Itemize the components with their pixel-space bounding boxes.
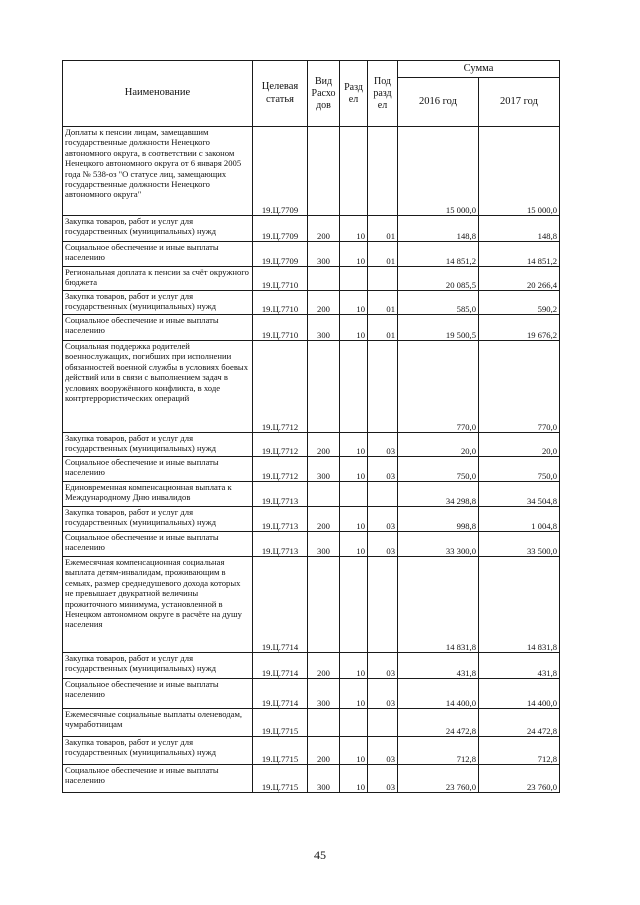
row-target-article: 19.Ц.7714 bbox=[253, 679, 308, 709]
header-name: Наименование bbox=[63, 61, 253, 127]
row-sum-2016: 34 298,8 bbox=[398, 482, 479, 507]
row-subsection bbox=[368, 267, 398, 291]
row-expense-type: 200 bbox=[308, 433, 340, 457]
row-target-article: 19.Ц.7715 bbox=[253, 709, 308, 737]
table-row bbox=[63, 482, 560, 507]
row-expense-type bbox=[308, 709, 340, 737]
row-sum-2017: 431,8 bbox=[479, 653, 560, 679]
row-section bbox=[340, 341, 368, 433]
row-target-article: 19.Ц.7714 bbox=[253, 557, 308, 653]
budget-table bbox=[62, 60, 560, 793]
row-sum-2016: 20,0 bbox=[398, 433, 479, 457]
row-subsection bbox=[368, 482, 398, 507]
row-subsection bbox=[368, 341, 398, 433]
row-sum-2016: 998,8 bbox=[398, 507, 479, 532]
row-sum-2017: 750,0 bbox=[479, 457, 560, 482]
row-sum-2017: 15 000,0 bbox=[479, 127, 560, 216]
table-row bbox=[63, 737, 560, 765]
row-sum-2016: 23 760,0 bbox=[398, 765, 479, 793]
row-name: Закупка товаров, работ и услуг для государственных (муниципальных) нужд bbox=[63, 216, 253, 242]
row-expense-type bbox=[308, 267, 340, 291]
table-row bbox=[63, 242, 560, 267]
table-row bbox=[63, 709, 560, 737]
row-name: Закупка товаров, работ и услуг для государственных (муниципальных) нужд bbox=[63, 433, 253, 457]
row-section: 10 bbox=[340, 457, 368, 482]
table-row bbox=[63, 267, 560, 291]
row-subsection bbox=[368, 557, 398, 653]
row-subsection: 01 bbox=[368, 242, 398, 267]
row-sum-2016: 33 300,0 bbox=[398, 532, 479, 557]
row-name: Социальное обеспечение и иные выплаты населению bbox=[63, 457, 253, 482]
row-subsection: 01 bbox=[368, 216, 398, 242]
row-expense-type: 300 bbox=[308, 679, 340, 709]
table-row bbox=[63, 127, 560, 216]
table-row bbox=[63, 315, 560, 341]
row-sum-2016: 770,0 bbox=[398, 341, 479, 433]
row-sum-2016: 24 472,8 bbox=[398, 709, 479, 737]
row-sum-2017: 34 504,8 bbox=[479, 482, 560, 507]
row-section bbox=[340, 267, 368, 291]
header-section: Разд ел bbox=[340, 61, 368, 127]
row-expense-type bbox=[308, 557, 340, 653]
row-target-article: 19.Ц.7710 bbox=[253, 315, 308, 341]
row-name: Социальное обеспечение и иные выплаты населению bbox=[63, 315, 253, 341]
row-sum-2016: 15 000,0 bbox=[398, 127, 479, 216]
row-sum-2017: 1 004,8 bbox=[479, 507, 560, 532]
row-target-article: 19.Ц.7712 bbox=[253, 433, 308, 457]
row-sum-2017: 712,8 bbox=[479, 737, 560, 765]
table-header bbox=[63, 61, 560, 127]
row-section bbox=[340, 709, 368, 737]
header-sum: Сумма bbox=[398, 61, 560, 78]
row-name: Закупка товаров, работ и услуг для государственных (муниципальных) нужд bbox=[63, 653, 253, 679]
row-name: Закупка товаров, работ и услуг для государственных (муниципальных) нужд bbox=[63, 291, 253, 315]
row-expense-type bbox=[308, 482, 340, 507]
row-sum-2016: 712,8 bbox=[398, 737, 479, 765]
row-subsection: 03 bbox=[368, 679, 398, 709]
row-sum-2017: 590,2 bbox=[479, 291, 560, 315]
row-subsection: 03 bbox=[368, 433, 398, 457]
table-row bbox=[63, 532, 560, 557]
row-name: Ежемесячные социальные выплаты оленеводам, чумработницам bbox=[63, 709, 253, 737]
row-sum-2016: 750,0 bbox=[398, 457, 479, 482]
row-expense-type: 300 bbox=[308, 315, 340, 341]
row-section: 10 bbox=[340, 315, 368, 341]
table-row bbox=[63, 216, 560, 242]
row-target-article: 19.Ц.7713 bbox=[253, 482, 308, 507]
row-subsection: 03 bbox=[368, 457, 398, 482]
header-target-article: Целевая статья bbox=[253, 61, 308, 127]
row-expense-type bbox=[308, 341, 340, 433]
row-name: Социальное обеспечение и иные выплаты населению bbox=[63, 679, 253, 709]
header-subsection: Под разд ел bbox=[368, 61, 398, 127]
row-expense-type: 300 bbox=[308, 457, 340, 482]
row-expense-type: 300 bbox=[308, 532, 340, 557]
row-expense-type: 200 bbox=[308, 216, 340, 242]
row-subsection bbox=[368, 127, 398, 216]
row-section: 10 bbox=[340, 679, 368, 709]
row-expense-type: 300 bbox=[308, 765, 340, 793]
header-year-2016: 2016 год bbox=[398, 78, 479, 127]
table-row bbox=[63, 507, 560, 532]
row-sum-2016: 585,0 bbox=[398, 291, 479, 315]
row-sum-2017: 19 676,2 bbox=[479, 315, 560, 341]
row-target-article: 19.Ц.7709 bbox=[253, 127, 308, 216]
row-target-article: 19.Ц.7713 bbox=[253, 507, 308, 532]
row-target-article: 19.Ц.7712 bbox=[253, 341, 308, 433]
row-expense-type: 200 bbox=[308, 653, 340, 679]
row-target-article: 19.Ц.7715 bbox=[253, 737, 308, 765]
page-number: 45 bbox=[314, 848, 326, 862]
row-sum-2016: 14 851,2 bbox=[398, 242, 479, 267]
row-target-article: 19.Ц.7715 bbox=[253, 765, 308, 793]
row-section bbox=[340, 127, 368, 216]
row-name: Социальная поддержка родителей военнослужащих, погибших при исполнении обязанностей военной службы в условиях боевых действий или в связи с выполнением задач в условиях вооружённого конфликта, в ходе контртеррористических операций bbox=[63, 341, 253, 433]
row-section: 10 bbox=[340, 737, 368, 765]
row-subsection: 01 bbox=[368, 291, 398, 315]
header-expense-type: Вид Расхо дов bbox=[308, 61, 340, 127]
row-sum-2017: 14 831,8 bbox=[479, 557, 560, 653]
table-row bbox=[63, 341, 560, 433]
row-sum-2016: 148,8 bbox=[398, 216, 479, 242]
row-target-article: 19.Ц.7712 bbox=[253, 457, 308, 482]
row-sum-2017: 14 400,0 bbox=[479, 679, 560, 709]
row-expense-type: 300 bbox=[308, 242, 340, 267]
row-sum-2017: 23 760,0 bbox=[479, 765, 560, 793]
row-section bbox=[340, 482, 368, 507]
row-target-article: 19.Ц.7713 bbox=[253, 532, 308, 557]
row-target-article: 19.Ц.7714 bbox=[253, 653, 308, 679]
row-subsection: 03 bbox=[368, 532, 398, 557]
row-target-article: 19.Ц.7709 bbox=[253, 242, 308, 267]
row-name: Единовременная компенсационная выплата к Международному Дню инвалидов bbox=[63, 482, 253, 507]
row-section: 10 bbox=[340, 532, 368, 557]
row-section: 10 bbox=[340, 433, 368, 457]
row-subsection: 03 bbox=[368, 765, 398, 793]
row-section: 10 bbox=[340, 507, 368, 532]
row-sum-2016: 20 085,5 bbox=[398, 267, 479, 291]
header-year-2017: 2017 год bbox=[479, 78, 560, 127]
row-target-article: 19.Ц.7709 bbox=[253, 216, 308, 242]
row-section: 10 bbox=[340, 653, 368, 679]
row-expense-type: 200 bbox=[308, 737, 340, 765]
row-section: 10 bbox=[340, 242, 368, 267]
row-target-article: 19.Ц.7710 bbox=[253, 291, 308, 315]
table-row bbox=[63, 679, 560, 709]
row-subsection bbox=[368, 709, 398, 737]
row-section: 10 bbox=[340, 765, 368, 793]
table-body bbox=[63, 127, 560, 793]
row-subsection: 03 bbox=[368, 737, 398, 765]
row-expense-type bbox=[308, 127, 340, 216]
row-sum-2017: 20,0 bbox=[479, 433, 560, 457]
row-subsection: 03 bbox=[368, 507, 398, 532]
row-section: 10 bbox=[340, 216, 368, 242]
row-sum-2017: 148,8 bbox=[479, 216, 560, 242]
table-row bbox=[63, 653, 560, 679]
row-sum-2016: 19 500,5 bbox=[398, 315, 479, 341]
row-name: Региональная доплата к пенсии за счёт окружного бюджета bbox=[63, 267, 253, 291]
table-row bbox=[63, 457, 560, 482]
row-subsection: 01 bbox=[368, 315, 398, 341]
row-target-article: 19.Ц.7710 bbox=[253, 267, 308, 291]
table-row bbox=[63, 291, 560, 315]
row-sum-2017: 20 266,4 bbox=[479, 267, 560, 291]
row-sum-2017: 14 851,2 bbox=[479, 242, 560, 267]
row-name: Закупка товаров, работ и услуг для государственных (муниципальных) нужд bbox=[63, 507, 253, 532]
row-name: Социальное обеспечение и иные выплаты населению bbox=[63, 242, 253, 267]
row-section bbox=[340, 557, 368, 653]
row-sum-2017: 24 472,8 bbox=[479, 709, 560, 737]
row-name: Ежемесячная компенсационная социальная выплата детям-инвалидам, проживающим в семьях, размер среднедушевого дохода которых не превышает двукратной величины прожиточного минимума, установленной в Ненецком автономном округе в расчёте на душу населения bbox=[63, 557, 253, 653]
row-sum-2017: 33 500,0 bbox=[479, 532, 560, 557]
table-row bbox=[63, 433, 560, 457]
row-section: 10 bbox=[340, 291, 368, 315]
row-sum-2016: 14 831,8 bbox=[398, 557, 479, 653]
row-name: Социальное обеспечение и иные выплаты населению bbox=[63, 765, 253, 793]
row-name: Закупка товаров, работ и услуг для государственных (муниципальных) нужд bbox=[63, 737, 253, 765]
row-expense-type: 200 bbox=[308, 291, 340, 315]
table-row bbox=[63, 765, 560, 793]
row-sum-2017: 770,0 bbox=[479, 341, 560, 433]
row-name: Социальное обеспечение и иные выплаты населению bbox=[63, 532, 253, 557]
row-subsection: 03 bbox=[368, 653, 398, 679]
row-expense-type: 200 bbox=[308, 507, 340, 532]
row-name: Доплаты к пенсии лицам, замещавшим государственные должности Ненецкого автономного округа, в соответствии с законом Ненецкого автономного округа от 6 января 2005 года № 538-оз "О статусе лиц, замещающих государственные должности Ненецкого автономного округа" bbox=[63, 127, 253, 216]
row-sum-2016: 431,8 bbox=[398, 653, 479, 679]
row-sum-2016: 14 400,0 bbox=[398, 679, 479, 709]
table-row bbox=[63, 557, 560, 653]
